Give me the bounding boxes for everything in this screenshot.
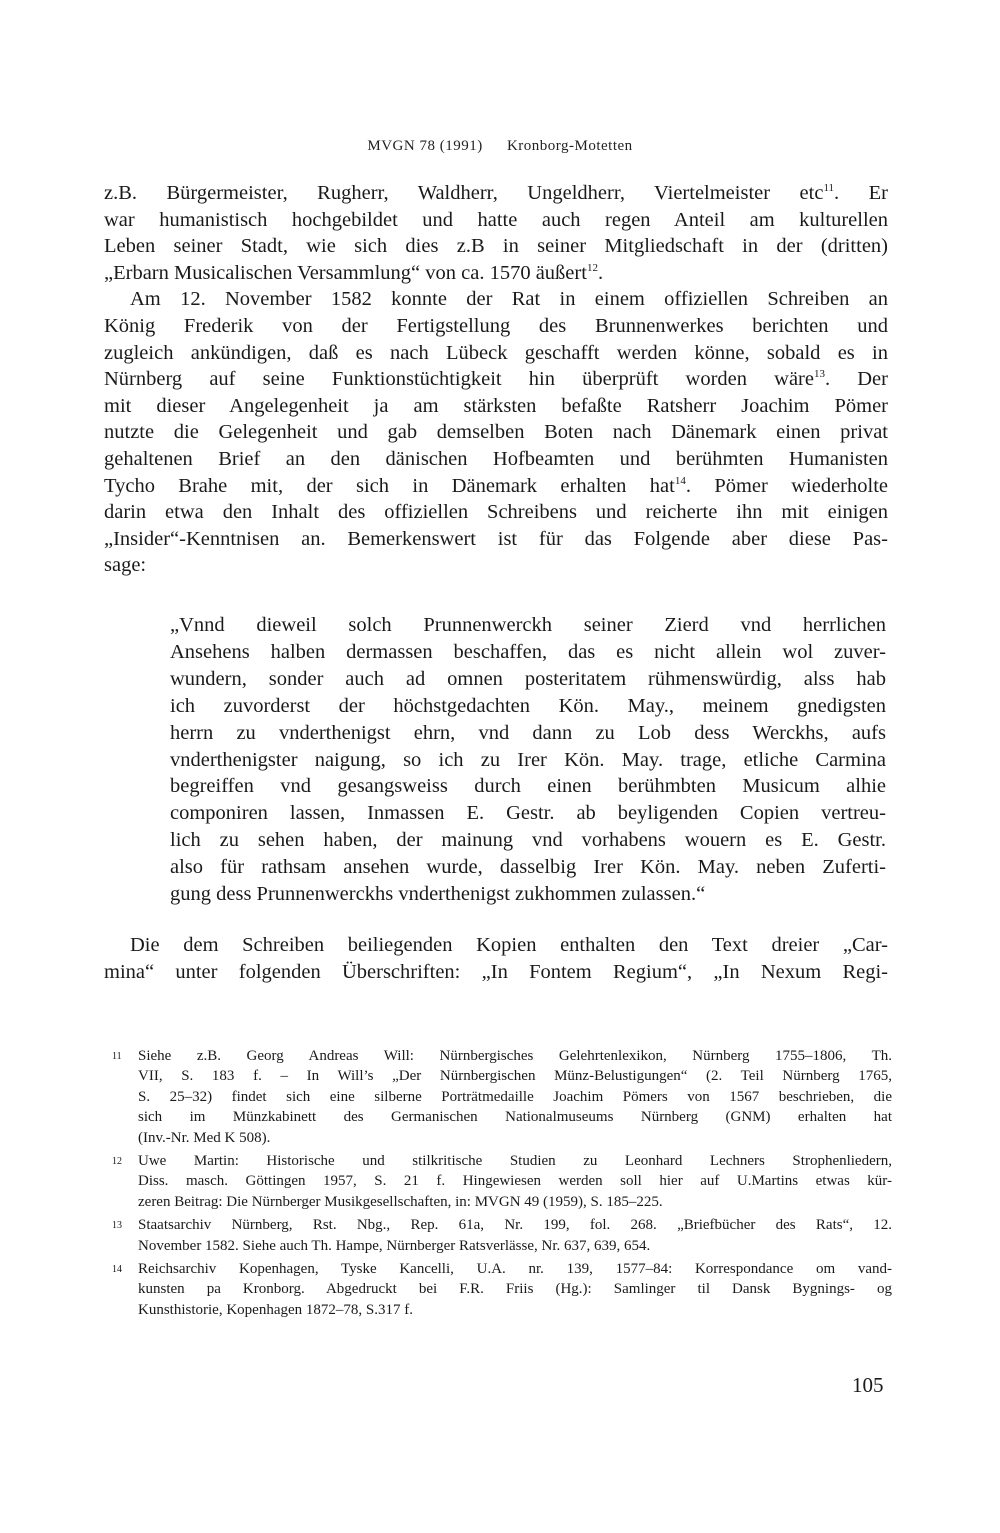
footnote-line: Reichsarchiv Kopenhagen, Tyske Kancelli, U.A. nr. 139, 1577–84: Korrespondance om vand- — [138, 1261, 892, 1278]
footnote-line: S. 25–32) findet sich eine silberne Porträtmedaille Joachim Pömers von 1567 beschrieben, die — [138, 1088, 892, 1105]
footnote-line: VII, S. 183 f. – In Will’s „Der Nürnbergischen Münz-Belustigungen“ (2. Teil Nürnberg 1765, — [138, 1068, 892, 1085]
text-line: nutzte die Gelegenheit und gab demselben Boten nach Dänemark einen privat — [104, 421, 888, 444]
text-line: darin etwa den Inhalt des offiziellen Schreibens und reicherte ihn mit einigen — [104, 501, 888, 524]
quote-line: componiren lassen, Inmassen E. Gestr. ab beyligenden Copien vertreu- — [170, 802, 886, 825]
footnote-line: November 1582. Siehe auch Th. Hampe, Nürnberger Ratsverlässe, Nr. 637, 639, 654. — [138, 1237, 651, 1254]
footnote-number: 13 — [112, 1220, 122, 1232]
text-line: „Insider“-Kenntnisen an. Bemerkenswert ist für das Folgende aber diese Pas- — [104, 527, 888, 550]
text-line: Nürnberg auf seine Funktionstüchtigkeit hin überprüft worden wäre$^{13}$. Der — [104, 368, 888, 391]
footnote-line: Siehe z.B. Georg Andreas Will: Nürnbergisches Gelehrtenlexikon, Nürnberg 1755–1806, Th. — [138, 1048, 892, 1064]
footnote-line: zeren Beitrag: Die Nürnberger Musikgesellschaften, in: MVGN 49 (1959), S. 185–225. — [138, 1193, 663, 1210]
quote-line: wundern, sonder auch ad omnen posteritatem rühmenswürdig, alss hab — [170, 667, 886, 690]
footnote-number: 14 — [112, 1264, 122, 1276]
quote-line: Ansehens halben dermassen beschaffen, das es nicht allein wol zuver- — [170, 640, 886, 663]
running-head — [0, 138, 1000, 155]
block-quote — [170, 612, 886, 908]
footnote-ref[interactable]: 13 — [813, 368, 825, 381]
footnote-ref[interactable]: 12 — [586, 261, 598, 274]
footnote-number: 11 — [112, 1051, 122, 1062]
main-text — [104, 180, 888, 579]
quote-line: vnderthenigster naigung, so ich zu Irer Kön. May. trage, etliche Carmina — [170, 748, 886, 771]
footnote-ref[interactable]: 11 — [823, 182, 835, 195]
text-line: mit dieser Angelegenheit ja am stärksten befaßte Ratsherr Joachim Pömer — [104, 394, 888, 417]
text-line: „Erbarn Musicalischen Versammlung“ von ca. 1570 äußert$^{12}$. — [104, 261, 604, 284]
page-number: 105 — [852, 1373, 884, 1397]
paragraph-after-quote — [104, 932, 888, 986]
text-line: z.B. Bürgermeister, Rugherr, Waldherr, Ungeldherr, Viertelmeister etc$^{11}$. Er — [104, 182, 888, 204]
text-line: mina“ unter folgenden Überschriften: „In Fontem Regium“, „In Nexum Regi- — [104, 961, 888, 983]
footnote — [112, 1259, 892, 1320]
footnote-line: (Inv.-Nr. Med K 508). — [138, 1129, 271, 1146]
footnote-line: Diss. masch. Göttingen 1957, S. 21 f. Hingewiesen werden soll hier auf U.Martins etwas kür- — [138, 1173, 892, 1190]
quote-line: gung dess Prunnenwerckhs vnderthenigst zukhommen zulassen.“ — [170, 883, 706, 906]
footnote-line: kunsten pa Kronborg. Abgedruckt bei F.R. Friis (Hg.): Samlinger til Dansk Bygnings- og — [138, 1281, 892, 1298]
text-line: sage: — [104, 554, 147, 577]
quote-line: ich zuvorderst der höchstgedachten Kön. May., meinem gnedigsten — [170, 694, 886, 717]
footnote-ref[interactable]: 14 — [674, 474, 686, 487]
footnote-line: sich im Münzkabinett des Germanischen Nationalmuseums Nürnberg (GNM) erhalten hat — [138, 1109, 892, 1126]
article-short-title: Kronborg-Motetten — [506, 138, 633, 154]
quote-line: herrn zu vnderthenigst ehrn, vnd dann zu Lob dess Werckhs, aufs — [170, 721, 886, 744]
footnote — [112, 1151, 892, 1212]
journal-reference: MVGN 78 (1991) — [367, 138, 483, 154]
quote-line: begreiffen vnd gesangsweiss durch einen berühmbten Musicum alhie — [170, 775, 886, 798]
text-line: war humanistisch hochgebildet und hatte auch regen Anteil am kulturellen — [104, 208, 888, 231]
text-line: Leben seiner Stadt, wie sich dies z.B in seiner Mitgliedschaft in der (dritten) — [104, 235, 888, 258]
footnote-number: 12 — [112, 1156, 122, 1168]
text-line: Tycho Brahe mit, der sich in Dänemark erhalten hat$^{14}$. Pömer wiederholte — [104, 474, 888, 497]
quote-line: also für rathsam ansehen wurde, dasselbig Irer Kön. May. neben Zuferti- — [170, 856, 886, 879]
text-line: Die dem Schreiben beiliegenden Kopien enthalten den Text dreier „Car- — [130, 934, 888, 956]
quote-line: lich zu sehen haben, der mainung vnd vorhabens wouern es E. Gestr. — [170, 829, 886, 852]
text-line: zugleich ankündigen, daß es nach Lübeck geschafft werden könne, sobald es in — [104, 341, 888, 364]
footnote-line: Kunsthistorie, Kopenhagen 1872–78, S.317 f. — [138, 1301, 413, 1318]
footnote — [112, 1046, 892, 1148]
footnote — [112, 1215, 892, 1256]
quote-line: „Vnnd dieweil solch Prunnenwerckh seiner Zierd vnd herrlichen — [170, 614, 886, 636]
text-line: Am 12. November 1582 konnte der Rat in einem offiziellen Schreiben an — [130, 288, 888, 311]
text-line: König Frederik von der Fertigstellung des Brunnenwerkes berichten und — [104, 314, 888, 337]
footnote-line: Uwe Martin: Historische und stilkritische Studien zu Leonhard Lechners Strophenliedern, — [138, 1153, 892, 1170]
footnotes — [112, 1046, 892, 1323]
footnote-line: Staatsarchiv Nürnberg, Rst. Nbg., Rep. 61a, Nr. 199, fol. 268. „Briefbücher des Rats“, 12. — [138, 1217, 892, 1234]
text-line: gehaltenen Brief an den dänischen Hofbeamten und berühmten Humanisten — [104, 447, 888, 470]
